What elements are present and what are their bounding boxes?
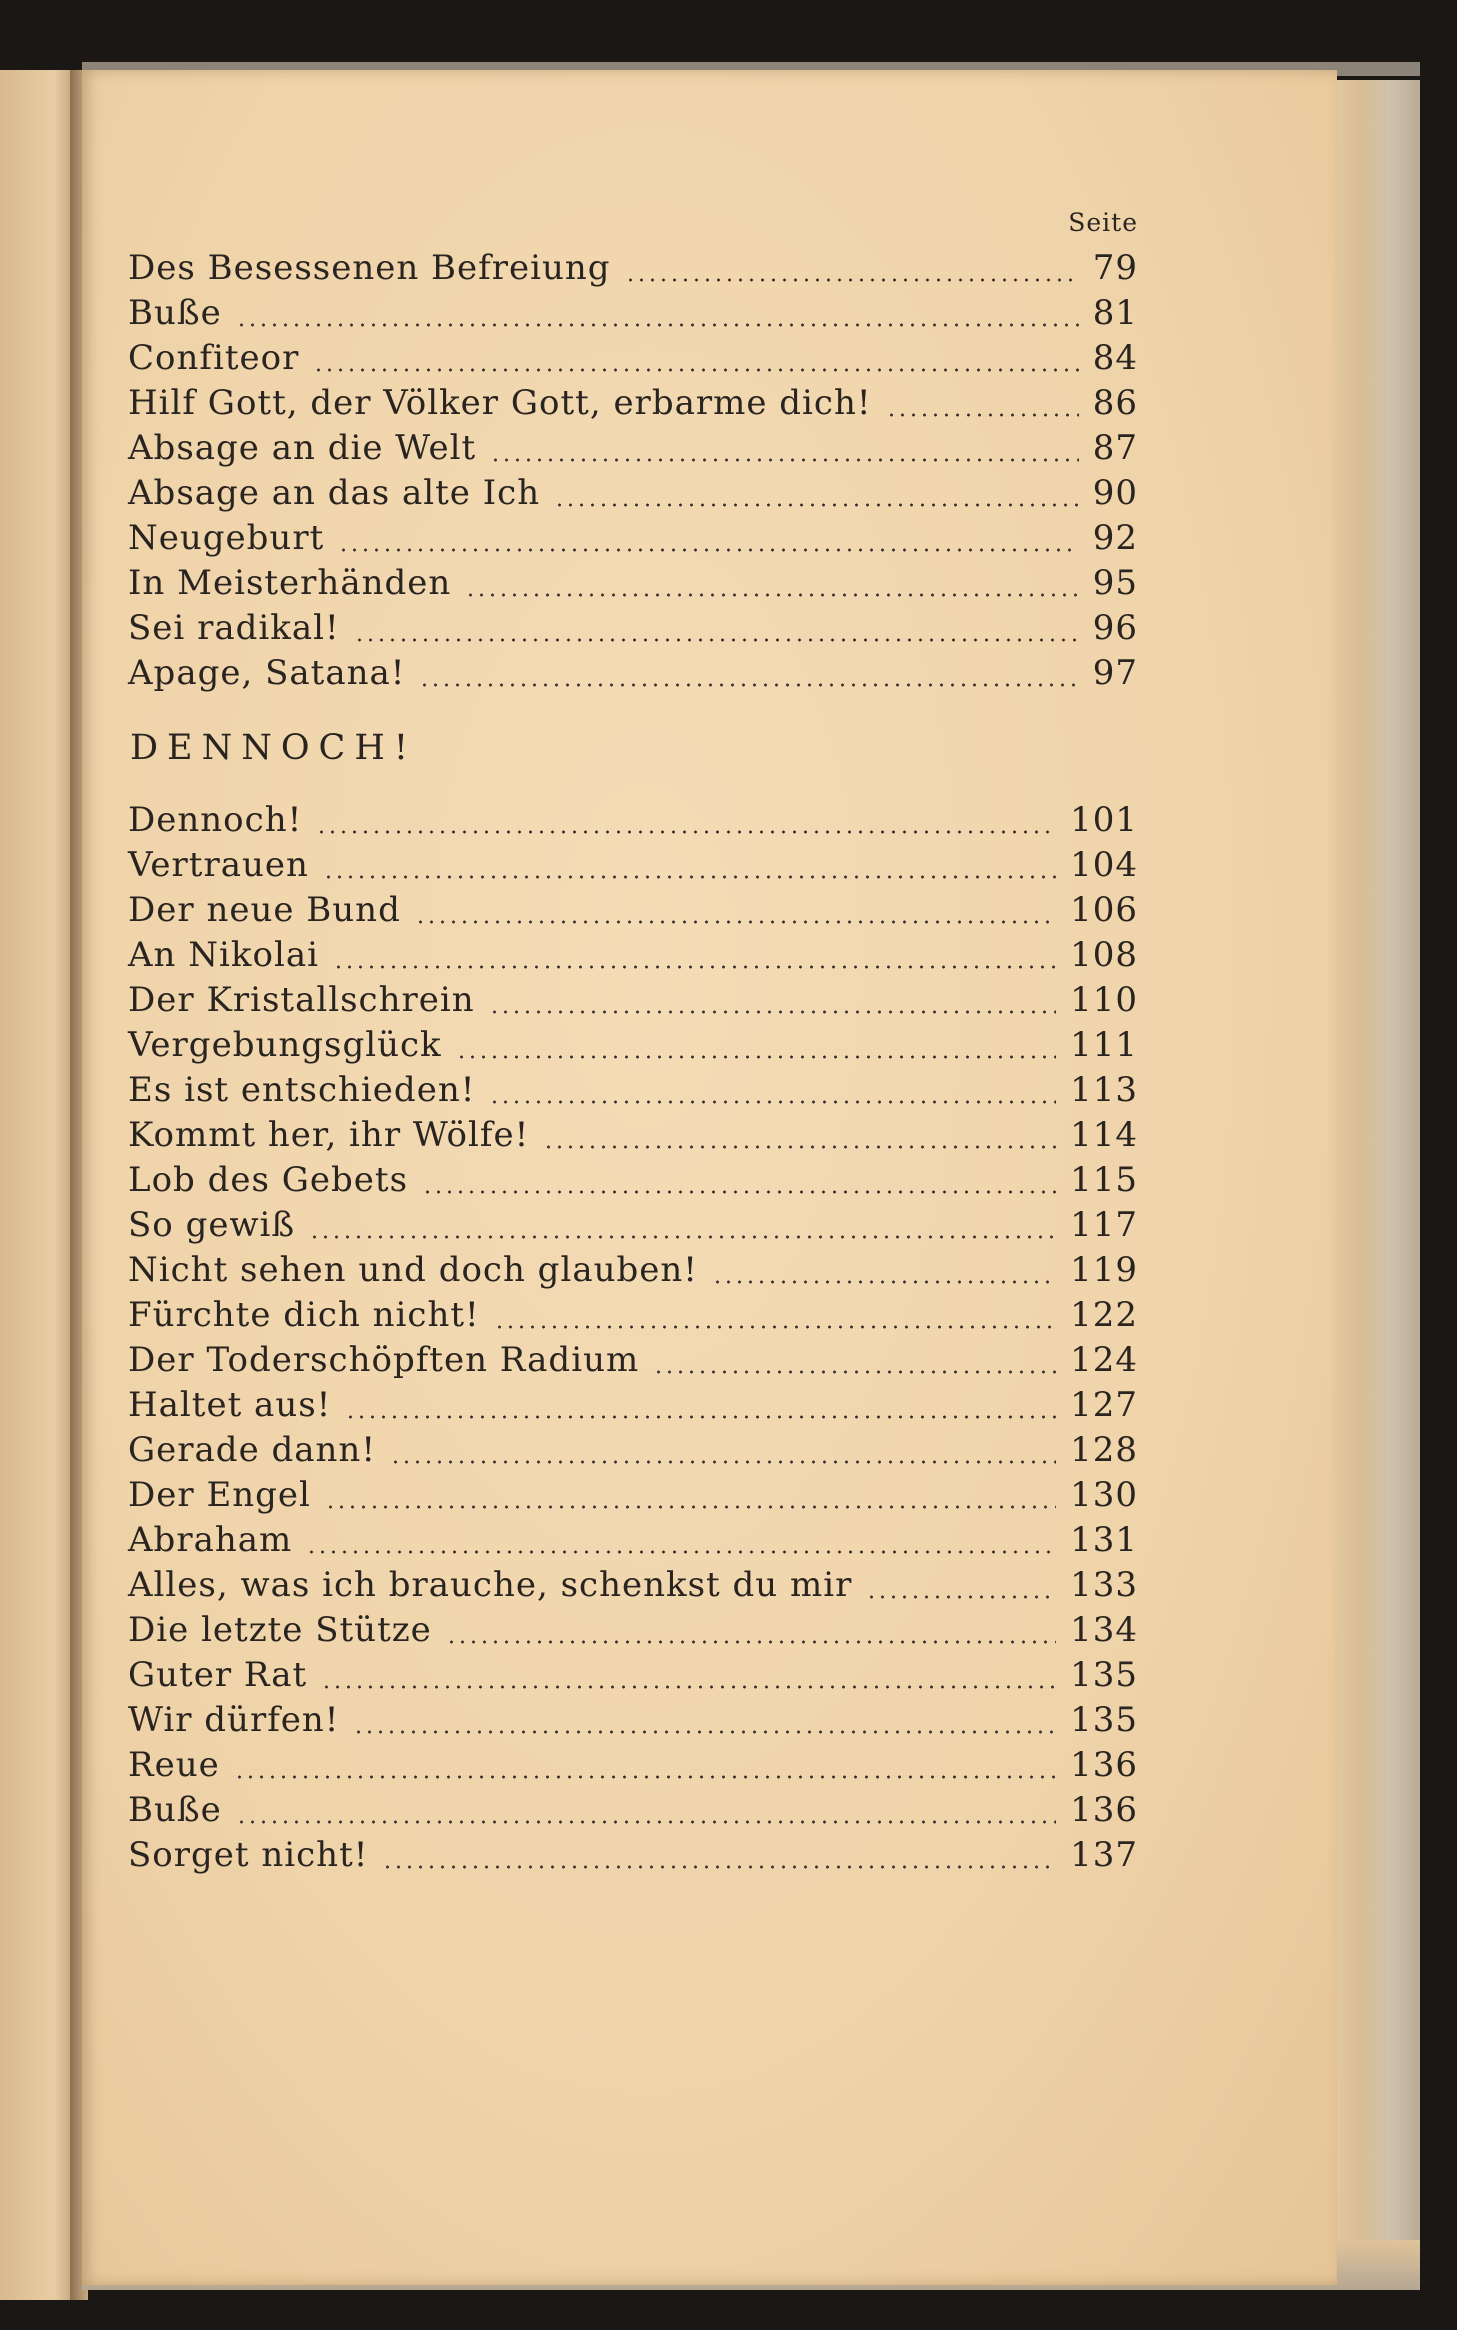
entry-title: Der Toderschöpften Radium: [128, 1340, 640, 1380]
dot-leader: [419, 683, 1078, 687]
entry-title: Sei radikal!: [128, 608, 340, 648]
section-heading: DENNOCH!: [130, 728, 417, 768]
dot-leader: [325, 1505, 1056, 1509]
entry-title: Der Engel: [128, 1475, 311, 1515]
toc-entry: [128, 935, 1138, 979]
entry-title: Apage, Satana!: [128, 653, 406, 693]
entry-page: 97: [1092, 653, 1138, 693]
entry-page: 133: [1070, 1565, 1138, 1605]
toc-entry: [128, 1790, 1138, 1834]
entry-page: 110: [1070, 980, 1138, 1020]
toc-entry: [128, 293, 1138, 337]
entry-page: 135: [1070, 1655, 1138, 1695]
toc-entry: [128, 338, 1138, 382]
dot-leader: [465, 593, 1078, 597]
toc-entry: [128, 518, 1138, 562]
entry-page: 106: [1070, 890, 1138, 930]
dot-leader: [321, 1685, 1056, 1689]
entry-page: 87: [1092, 428, 1138, 468]
dot-leader: [415, 920, 1056, 924]
entry-page: 135: [1070, 1700, 1138, 1740]
entry-title: Vergebungsglück: [128, 1025, 442, 1065]
entry-title: Confiteor: [128, 338, 300, 378]
entry-page: 117: [1070, 1205, 1138, 1245]
toc-entry: [128, 1025, 1138, 1069]
entry-title: Nicht sehen und doch glauben!: [128, 1250, 698, 1290]
entry-title: In Meisterhänden: [128, 563, 452, 603]
dot-leader: [489, 1010, 1056, 1014]
entry-title: Reue: [128, 1745, 220, 1785]
entry-page: 127: [1070, 1385, 1138, 1425]
entry-page: 86: [1092, 383, 1138, 423]
entry-page: 131: [1070, 1520, 1138, 1560]
dot-leader: [333, 965, 1056, 969]
entry-page: 119: [1070, 1250, 1138, 1290]
dot-leader: [446, 1640, 1056, 1644]
toc-entry: [128, 653, 1138, 697]
entry-page: 101: [1070, 800, 1138, 840]
toc-entry: [128, 1070, 1138, 1114]
toc-entry: [128, 1160, 1138, 1204]
dot-leader: [354, 638, 1079, 642]
entry-title: Gerade dann!: [128, 1430, 376, 1470]
entry-title: Dennoch!: [128, 800, 303, 840]
dot-leader: [456, 1055, 1056, 1059]
entry-page: 113: [1070, 1070, 1138, 1110]
toc-entry: [128, 1655, 1138, 1699]
toc-entry: [128, 1385, 1138, 1429]
dot-leader: [316, 830, 1056, 834]
entry-page: 84: [1092, 338, 1138, 378]
toc-entry: [128, 845, 1138, 889]
dot-leader: [353, 1730, 1056, 1734]
toc-entry: [128, 1610, 1138, 1654]
entry-title: Der neue Bund: [128, 890, 401, 930]
page-column-label: Seite: [1068, 208, 1138, 237]
toc-entry: [128, 1250, 1138, 1294]
dot-leader: [653, 1370, 1056, 1374]
entry-title: Buße: [128, 1790, 222, 1830]
entry-page: 114: [1070, 1115, 1138, 1155]
toc-entry: [128, 1475, 1138, 1519]
dot-leader: [234, 1775, 1056, 1779]
dot-leader: [866, 1595, 1056, 1599]
entry-page: 104: [1070, 845, 1138, 885]
dot-leader: [554, 503, 1079, 507]
entry-title: Kommt her, ihr Wölfe!: [128, 1115, 530, 1155]
toc-entry: [128, 1430, 1138, 1474]
entry-page: 90: [1092, 473, 1138, 513]
entry-title: Lob des Gebets: [128, 1160, 409, 1200]
toc-entry: [128, 1205, 1138, 1249]
left-page-edge: [0, 70, 78, 2300]
entry-title: Vertrauen: [128, 845, 309, 885]
entry-title: Hilf Gott, der Völker Gott, erbarme dich!: [128, 383, 872, 423]
toc-entry: [128, 1565, 1138, 1609]
toc-entry: [128, 248, 1138, 292]
entry-page: 108: [1070, 935, 1138, 975]
dot-leader: [382, 1865, 1056, 1869]
dot-leader: [338, 548, 1079, 552]
dot-leader: [313, 368, 1078, 372]
entry-title: Es ist entschieden!: [128, 1070, 476, 1110]
dot-leader: [625, 278, 1079, 282]
toc-entry: [128, 1115, 1138, 1159]
entry-page: 136: [1070, 1745, 1138, 1785]
dot-leader: [712, 1280, 1056, 1284]
entry-page: 130: [1070, 1475, 1138, 1515]
dot-leader: [422, 1190, 1056, 1194]
toc-entry: [128, 800, 1138, 844]
entry-title: Sorget nicht!: [128, 1835, 369, 1875]
entry-page: 122: [1070, 1295, 1138, 1335]
dot-leader: [345, 1415, 1056, 1419]
entry-title: Absage an die Welt: [128, 428, 477, 468]
entry-title: Neugeburt: [128, 518, 325, 558]
entry-title: An Nikolai: [128, 935, 319, 975]
toc-entry: [128, 473, 1138, 517]
dot-leader: [390, 1460, 1056, 1464]
toc-entry: [128, 890, 1138, 934]
entry-title: Fürchte dich nicht!: [128, 1295, 480, 1335]
entry-page: 92: [1092, 518, 1138, 558]
dot-leader: [886, 413, 1079, 417]
toc-entry: [128, 383, 1138, 427]
toc-entry: [128, 980, 1138, 1024]
dot-leader: [489, 1100, 1056, 1104]
toc-entry: [128, 428, 1138, 472]
dot-leader: [543, 1145, 1056, 1149]
entry-title: Absage an das alte Ich: [128, 473, 541, 513]
entry-title: Der Kristallschrein: [128, 980, 475, 1020]
entry-title: Die letzte Stütze: [128, 1610, 432, 1650]
toc-entry: [128, 1295, 1138, 1339]
entry-page: 115: [1070, 1160, 1138, 1200]
entry-page: 136: [1070, 1790, 1138, 1830]
dot-leader: [494, 1325, 1056, 1329]
entry-title: Abraham: [128, 1520, 293, 1560]
dot-leader: [490, 458, 1079, 462]
entry-page: 124: [1070, 1340, 1138, 1380]
entry-page: 137: [1070, 1835, 1138, 1875]
dot-leader: [323, 875, 1056, 879]
entry-title: Wir dürfen!: [128, 1700, 340, 1740]
toc-entry: [128, 1745, 1138, 1789]
entry-page: 81: [1092, 293, 1138, 333]
toc-entry: [128, 1700, 1138, 1744]
dot-leader: [236, 323, 1079, 327]
toc-entry: [128, 1835, 1138, 1879]
entry-page: 134: [1070, 1610, 1138, 1650]
toc-entry: [128, 563, 1138, 607]
entry-title: Haltet aus!: [128, 1385, 332, 1425]
entry-page: 96: [1092, 608, 1138, 648]
dot-leader: [309, 1235, 1056, 1239]
dot-leader: [236, 1820, 1056, 1824]
entry-title: Des Besessenen Befreiung: [128, 248, 611, 288]
toc-entry: [128, 1520, 1138, 1564]
entry-title: So gewiß: [128, 1205, 296, 1245]
entry-page: 111: [1070, 1025, 1138, 1065]
entry-page: 128: [1070, 1430, 1138, 1470]
entry-page: 95: [1092, 563, 1138, 603]
toc-entry: [128, 1340, 1138, 1384]
dot-leader: [306, 1550, 1056, 1554]
entry-title: Alles, was ich brauche, schenkst du mir: [128, 1565, 853, 1605]
toc-entry: [128, 608, 1138, 652]
entry-title: Buße: [128, 293, 222, 333]
entry-title: Guter Rat: [128, 1655, 308, 1695]
entry-page: 79: [1092, 248, 1138, 288]
